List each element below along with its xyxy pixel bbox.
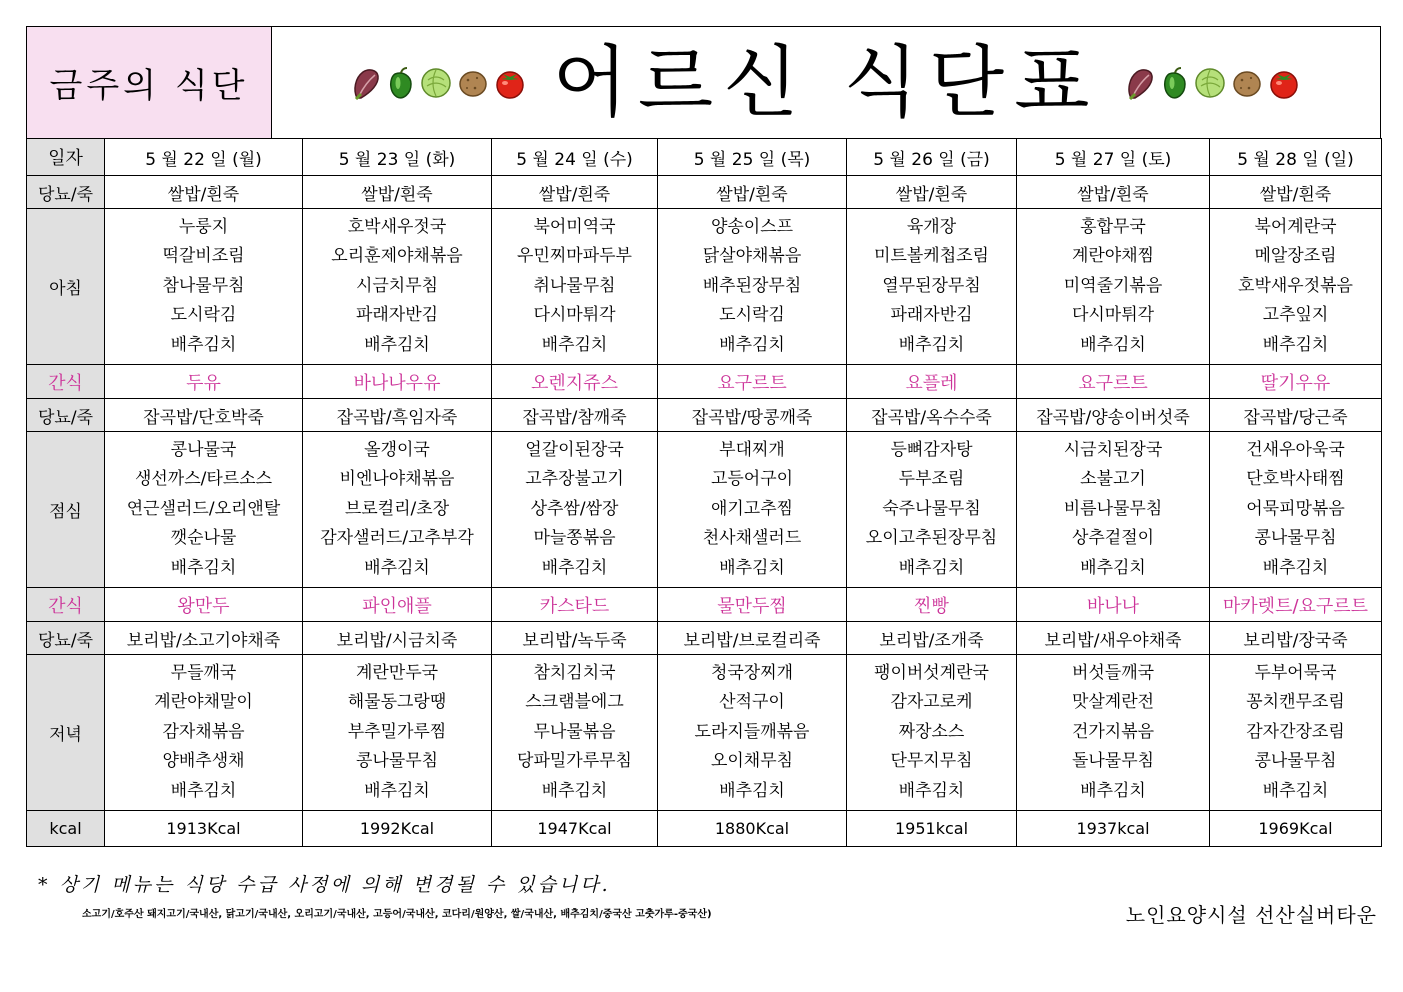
kcal-row bbox=[27, 811, 1382, 847]
menu-item: 애기고추찜 bbox=[710, 498, 794, 519]
meal-cell bbox=[492, 655, 658, 811]
menu-item: 우민찌마파두부 bbox=[517, 246, 632, 267]
menu-table bbox=[26, 138, 1382, 847]
table-cell: 잡곡밥/양송이버섯죽 bbox=[1017, 399, 1210, 432]
menu-item: 단호박사태찜 bbox=[1246, 469, 1345, 490]
menu-item: 등뼈감자탕 bbox=[890, 439, 973, 460]
menu-item: 어묵피망볶음 bbox=[1246, 498, 1345, 519]
week-label: 금주의 식단 bbox=[27, 27, 272, 138]
snack-cell: 요플레 bbox=[847, 365, 1017, 399]
menu-item: 배추김치 bbox=[1262, 780, 1329, 801]
meal-cell bbox=[303, 655, 492, 811]
menu-item: 배추김치 bbox=[541, 780, 608, 801]
menu-item: 육개장 bbox=[906, 216, 957, 237]
menu-item: 부추밀가루찜 bbox=[347, 721, 447, 742]
row-label-dinner-base: 당뇨/죽 bbox=[27, 622, 105, 655]
kcal-cell: 1947Kcal bbox=[492, 811, 658, 847]
meal-cell bbox=[1210, 209, 1382, 365]
snack-cell: 찐빵 bbox=[847, 588, 1017, 622]
menu-item: 배추김치 bbox=[898, 334, 965, 355]
table-cell: 잡곡밥/흑임자죽 bbox=[303, 399, 492, 432]
menu-sheet bbox=[26, 26, 1381, 847]
origin-notice: 소고기/호주산 돼지고기/국내산, 닭고기/국내산, 오리고기/국내산, 고등어/국내산, 코다리/원양산, 쌀/국내산, 배추김치/중국산 고춧가루-중국산) bbox=[82, 909, 712, 920]
date-tue: 5 월 23 일 (화) bbox=[303, 139, 492, 176]
meal-cell bbox=[105, 655, 303, 811]
menu-item: 북어미역국 bbox=[533, 216, 616, 237]
meal-cell bbox=[847, 432, 1017, 588]
table-cell: 쌀밥/흰죽 bbox=[105, 176, 303, 209]
table-cell: 쌀밥/흰죽 bbox=[492, 176, 658, 209]
menu-item: 상추쌈/쌈장 bbox=[530, 498, 619, 519]
menu-item: 감자샐러드/고추부각 bbox=[320, 528, 474, 549]
meal-cell bbox=[1017, 655, 1210, 811]
menu-item: 도라지들깨볶음 bbox=[694, 721, 810, 742]
table-cell: 잡곡밥/단호박죽 bbox=[105, 399, 303, 432]
menu-item: 고등어구이 bbox=[710, 469, 794, 490]
meal-cell bbox=[303, 209, 492, 365]
menu-item: 배추김치 bbox=[364, 557, 430, 578]
tomato-icon bbox=[1267, 66, 1301, 100]
table-cell: 쌀밥/흰죽 bbox=[1210, 176, 1382, 209]
breakfast-row bbox=[27, 209, 1382, 365]
date-sun: 5 월 28 일 (일) bbox=[1210, 139, 1382, 176]
potato-icon bbox=[1231, 66, 1263, 100]
row-label-lunch-base: 당뇨/죽 bbox=[27, 399, 105, 432]
potato-icon bbox=[457, 66, 489, 100]
menu-item: 파래자반김 bbox=[890, 305, 973, 326]
meal-cell bbox=[492, 432, 658, 588]
dinner-base-row bbox=[27, 622, 1382, 655]
menu-item: 콩나물무침 bbox=[1254, 528, 1337, 549]
dinner-row bbox=[27, 655, 1382, 811]
menu-item: 고추장불고기 bbox=[525, 469, 624, 490]
row-label-dinner: 저녁 bbox=[27, 655, 105, 811]
menu-item: 맛살계란전 bbox=[1071, 692, 1155, 713]
table-cell: 보리밥/소고기야채죽 bbox=[105, 622, 303, 655]
menu-item: 메알장조림 bbox=[1254, 246, 1337, 267]
menu-item: 참나물무침 bbox=[162, 275, 245, 296]
menu-item: 양배추생채 bbox=[162, 751, 245, 772]
menu-item: 감자간장조림 bbox=[1246, 721, 1345, 742]
menu-item: 오이채무침 bbox=[710, 751, 794, 772]
menu-item: 배추김치 bbox=[170, 334, 237, 355]
menu-item: 감자고로케 bbox=[890, 692, 973, 713]
meal-cell bbox=[1017, 432, 1210, 588]
menu-item: 미트볼케첩조림 bbox=[874, 246, 989, 267]
lunch-row bbox=[27, 432, 1382, 588]
menu-item: 해물동그랑땡 bbox=[347, 692, 447, 713]
table-cell: 잡곡밥/땅콩깨죽 bbox=[658, 399, 847, 432]
menu-item: 올갱이국 bbox=[364, 439, 430, 460]
table-cell: 쌀밥/흰죽 bbox=[658, 176, 847, 209]
menu-item: 생선까스/타르소스 bbox=[134, 469, 273, 490]
meal-cell bbox=[105, 209, 303, 365]
kcal-cell: 1992Kcal bbox=[303, 811, 492, 847]
menu-item: 연근샐러드/오리앤탈 bbox=[126, 498, 281, 519]
menu-item: 계란야채말이 bbox=[154, 692, 253, 713]
menu-item: 배추김치 bbox=[719, 780, 785, 801]
meal-cell bbox=[847, 655, 1017, 811]
menu-item: 시금치무침 bbox=[355, 275, 439, 296]
menu-item: 호박새우젓볶음 bbox=[1238, 275, 1353, 296]
vegetable-decoration-right bbox=[1125, 66, 1301, 100]
lunch-base-row bbox=[27, 399, 1382, 432]
menu-item: 버섯들깨국 bbox=[1071, 662, 1155, 683]
menu-item: 북어계란국 bbox=[1254, 216, 1337, 237]
date-thu: 5 월 25 일 (목) bbox=[658, 139, 847, 176]
meal-cell bbox=[492, 209, 658, 365]
menu-item: 상추겉절이 bbox=[1071, 528, 1155, 549]
table-cell: 쌀밥/흰죽 bbox=[1017, 176, 1210, 209]
menu-item: 배추김치 bbox=[364, 780, 430, 801]
menu-item: 두부어묵국 bbox=[1254, 662, 1337, 683]
vegetable-decoration-left bbox=[351, 66, 527, 100]
menu-item: 오이고추된장무침 bbox=[865, 528, 998, 549]
snack-cell: 바나나 bbox=[1017, 588, 1210, 622]
menu-item: 미역줄기볶음 bbox=[1063, 275, 1163, 296]
meal-cell bbox=[105, 432, 303, 588]
snack-cell: 카스타드 bbox=[492, 588, 658, 622]
menu-item: 배추김치 bbox=[1080, 780, 1146, 801]
cabbage-icon bbox=[419, 66, 453, 100]
menu-item: 콩나물무침 bbox=[1254, 751, 1337, 772]
snack-cell: 파인애플 bbox=[303, 588, 492, 622]
date-header-row bbox=[27, 139, 1382, 176]
row-label-snack: 간식 bbox=[27, 588, 105, 622]
menu-item: 배추된장무침 bbox=[702, 275, 802, 296]
menu-item: 파래자반김 bbox=[355, 305, 439, 326]
menu-item: 배추김치 bbox=[364, 334, 430, 355]
menu-item: 감자채볶음 bbox=[162, 721, 245, 742]
lettuce-icon bbox=[351, 66, 381, 100]
organization-name: 노인요양시설 선산실버타운 bbox=[1125, 903, 1377, 927]
menu-item: 짜장소스 bbox=[898, 721, 965, 742]
menu-item: 무들깨국 bbox=[170, 662, 237, 683]
title-area bbox=[272, 27, 1380, 138]
menu-item: 깻순나물 bbox=[170, 528, 237, 549]
menu-item: 닭살야채볶음 bbox=[702, 246, 802, 267]
meal-cell bbox=[847, 209, 1017, 365]
menu-item: 배추김치 bbox=[1262, 334, 1329, 355]
snack-cell: 물만두찜 bbox=[658, 588, 847, 622]
menu-item: 떡갈비조림 bbox=[162, 246, 245, 267]
menu-item: 얼갈이된장국 bbox=[525, 439, 624, 460]
date-wed: 5 월 24 일 (수) bbox=[492, 139, 658, 176]
meal-cell bbox=[303, 432, 492, 588]
snack-cell: 딸기우유 bbox=[1210, 365, 1382, 399]
row-label-kcal: kcal bbox=[27, 811, 105, 847]
kcal-cell: 1880Kcal bbox=[658, 811, 847, 847]
lettuce-icon bbox=[1125, 66, 1155, 100]
date-fri: 5 월 26 일 (금) bbox=[847, 139, 1017, 176]
sheet-header bbox=[26, 26, 1381, 138]
menu-item: 건가지볶음 bbox=[1071, 721, 1155, 742]
menu-item: 부대찌개 bbox=[719, 439, 785, 460]
snack-cell: 요구르트 bbox=[1017, 365, 1210, 399]
menu-item: 배추김치 bbox=[1262, 557, 1329, 578]
menu-item: 배추김치 bbox=[541, 334, 608, 355]
meal-cell bbox=[1017, 209, 1210, 365]
snack-cell: 왕만두 bbox=[105, 588, 303, 622]
row-label-lunch: 점심 bbox=[27, 432, 105, 588]
menu-item: 다시마튀각 bbox=[1071, 305, 1155, 326]
kcal-cell: 1969Kcal bbox=[1210, 811, 1382, 847]
row-label-breakfast: 아침 bbox=[27, 209, 105, 365]
menu-item: 배추김치 bbox=[170, 557, 237, 578]
menu-item: 배추김치 bbox=[170, 780, 237, 801]
menu-item: 배추김치 bbox=[1080, 334, 1146, 355]
cabbage-icon bbox=[1193, 66, 1227, 100]
snack-row-morning bbox=[27, 365, 1382, 399]
menu-item: 산적구이 bbox=[719, 692, 785, 713]
menu-item: 꽁치캔무조림 bbox=[1246, 692, 1345, 713]
row-label-breakfast-base: 당뇨/죽 bbox=[27, 176, 105, 209]
table-cell: 보리밥/장국죽 bbox=[1210, 622, 1382, 655]
snack-row-afternoon bbox=[27, 588, 1382, 622]
menu-item: 열무된장무침 bbox=[882, 275, 981, 296]
kcal-cell: 1937kcal bbox=[1017, 811, 1210, 847]
snack-cell: 요구르트 bbox=[658, 365, 847, 399]
snack-cell: 바나나우유 bbox=[303, 365, 492, 399]
breakfast-base-row bbox=[27, 176, 1382, 209]
menu-item: 배추김치 bbox=[719, 334, 785, 355]
row-label-date: 일자 bbox=[27, 139, 105, 176]
menu-item: 청국장찌개 bbox=[710, 662, 794, 683]
table-cell: 보리밥/녹두죽 bbox=[492, 622, 658, 655]
snack-cell: 두유 bbox=[105, 365, 303, 399]
snack-cell: 마카렛트/요구르트 bbox=[1210, 588, 1382, 622]
menu-item: 도시락김 bbox=[719, 305, 785, 326]
menu-item: 숙주나물무침 bbox=[882, 498, 981, 519]
menu-item: 도시락김 bbox=[170, 305, 237, 326]
menu-item: 취나물무침 bbox=[533, 275, 616, 296]
meal-cell bbox=[658, 209, 847, 365]
menu-item: 천사채샐러드 bbox=[702, 528, 802, 549]
menu-item: 비름나물무침 bbox=[1063, 498, 1163, 519]
meal-cell bbox=[658, 655, 847, 811]
menu-item: 시금치된장국 bbox=[1063, 439, 1163, 460]
table-cell: 보리밥/브로컬리죽 bbox=[658, 622, 847, 655]
menu-item: 당파밀가루무침 bbox=[517, 751, 632, 772]
table-cell: 잡곡밥/참깨죽 bbox=[492, 399, 658, 432]
change-notice: * 상기 메뉴는 식당 수급 사정에 의해 변경될 수 있습니다. bbox=[38, 874, 611, 896]
snack-cell: 오렌지쥬스 bbox=[492, 365, 658, 399]
menu-item: 다시마튀각 bbox=[533, 305, 616, 326]
menu-item: 콩나물국 bbox=[170, 439, 237, 460]
menu-item: 스크램블에그 bbox=[525, 692, 624, 713]
table-cell: 보리밥/시금치죽 bbox=[303, 622, 492, 655]
table-cell: 보리밥/새우야채죽 bbox=[1017, 622, 1210, 655]
menu-item: 누룽지 bbox=[178, 216, 229, 237]
meal-cell bbox=[658, 432, 847, 588]
menu-item: 홍합무국 bbox=[1080, 216, 1146, 237]
menu-item: 돌나물무침 bbox=[1071, 751, 1155, 772]
menu-item: 건새우아욱국 bbox=[1246, 439, 1345, 460]
menu-item: 배추김치 bbox=[719, 557, 785, 578]
menu-item: 오리훈제야채볶음 bbox=[331, 246, 463, 267]
menu-item: 계란야채찜 bbox=[1071, 246, 1155, 267]
menu-item: 두부조림 bbox=[898, 469, 965, 490]
kcal-cell: 1913Kcal bbox=[105, 811, 303, 847]
meal-cell bbox=[1210, 432, 1382, 588]
date-mon: 5 월 22 일 (월) bbox=[105, 139, 303, 176]
kcal-cell: 1951kcal bbox=[847, 811, 1017, 847]
menu-item: 배추김치 bbox=[898, 780, 965, 801]
pepper-icon bbox=[385, 66, 415, 100]
menu-item: 계란만두국 bbox=[355, 662, 439, 683]
menu-item: 배추김치 bbox=[541, 557, 608, 578]
table-cell: 잡곡밥/옥수수죽 bbox=[847, 399, 1017, 432]
menu-item: 소불고기 bbox=[1080, 469, 1146, 490]
menu-item: 마늘쫑볶음 bbox=[533, 528, 616, 549]
meal-cell bbox=[1210, 655, 1382, 811]
table-cell: 쌀밥/흰죽 bbox=[303, 176, 492, 209]
menu-item: 브로컬리/초장 bbox=[344, 498, 450, 519]
row-label-snack: 간식 bbox=[27, 365, 105, 399]
menu-item: 고추잎지 bbox=[1262, 305, 1329, 326]
table-cell: 잡곡밥/당근죽 bbox=[1210, 399, 1382, 432]
menu-item: 배추김치 bbox=[898, 557, 965, 578]
menu-item: 호박새우젓국 bbox=[347, 216, 447, 237]
menu-item: 단무지무침 bbox=[890, 751, 973, 772]
menu-item: 팽이버섯계란국 bbox=[874, 662, 989, 683]
menu-item: 참치김치국 bbox=[533, 662, 616, 683]
menu-item: 양송이스프 bbox=[710, 216, 794, 237]
date-sat: 5 월 27 일 (토) bbox=[1017, 139, 1210, 176]
table-cell: 쌀밥/흰죽 bbox=[847, 176, 1017, 209]
menu-item: 무나물볶음 bbox=[533, 721, 616, 742]
tomato-icon bbox=[493, 66, 527, 100]
menu-item: 콩나물무침 bbox=[355, 751, 439, 772]
menu-item: 배추김치 bbox=[1080, 557, 1146, 578]
menu-item: 비엔나야채볶음 bbox=[339, 469, 455, 490]
table-cell: 보리밥/조개죽 bbox=[847, 622, 1017, 655]
pepper-icon bbox=[1159, 66, 1189, 100]
page-title: 어르신 식단표 bbox=[552, 37, 1100, 128]
